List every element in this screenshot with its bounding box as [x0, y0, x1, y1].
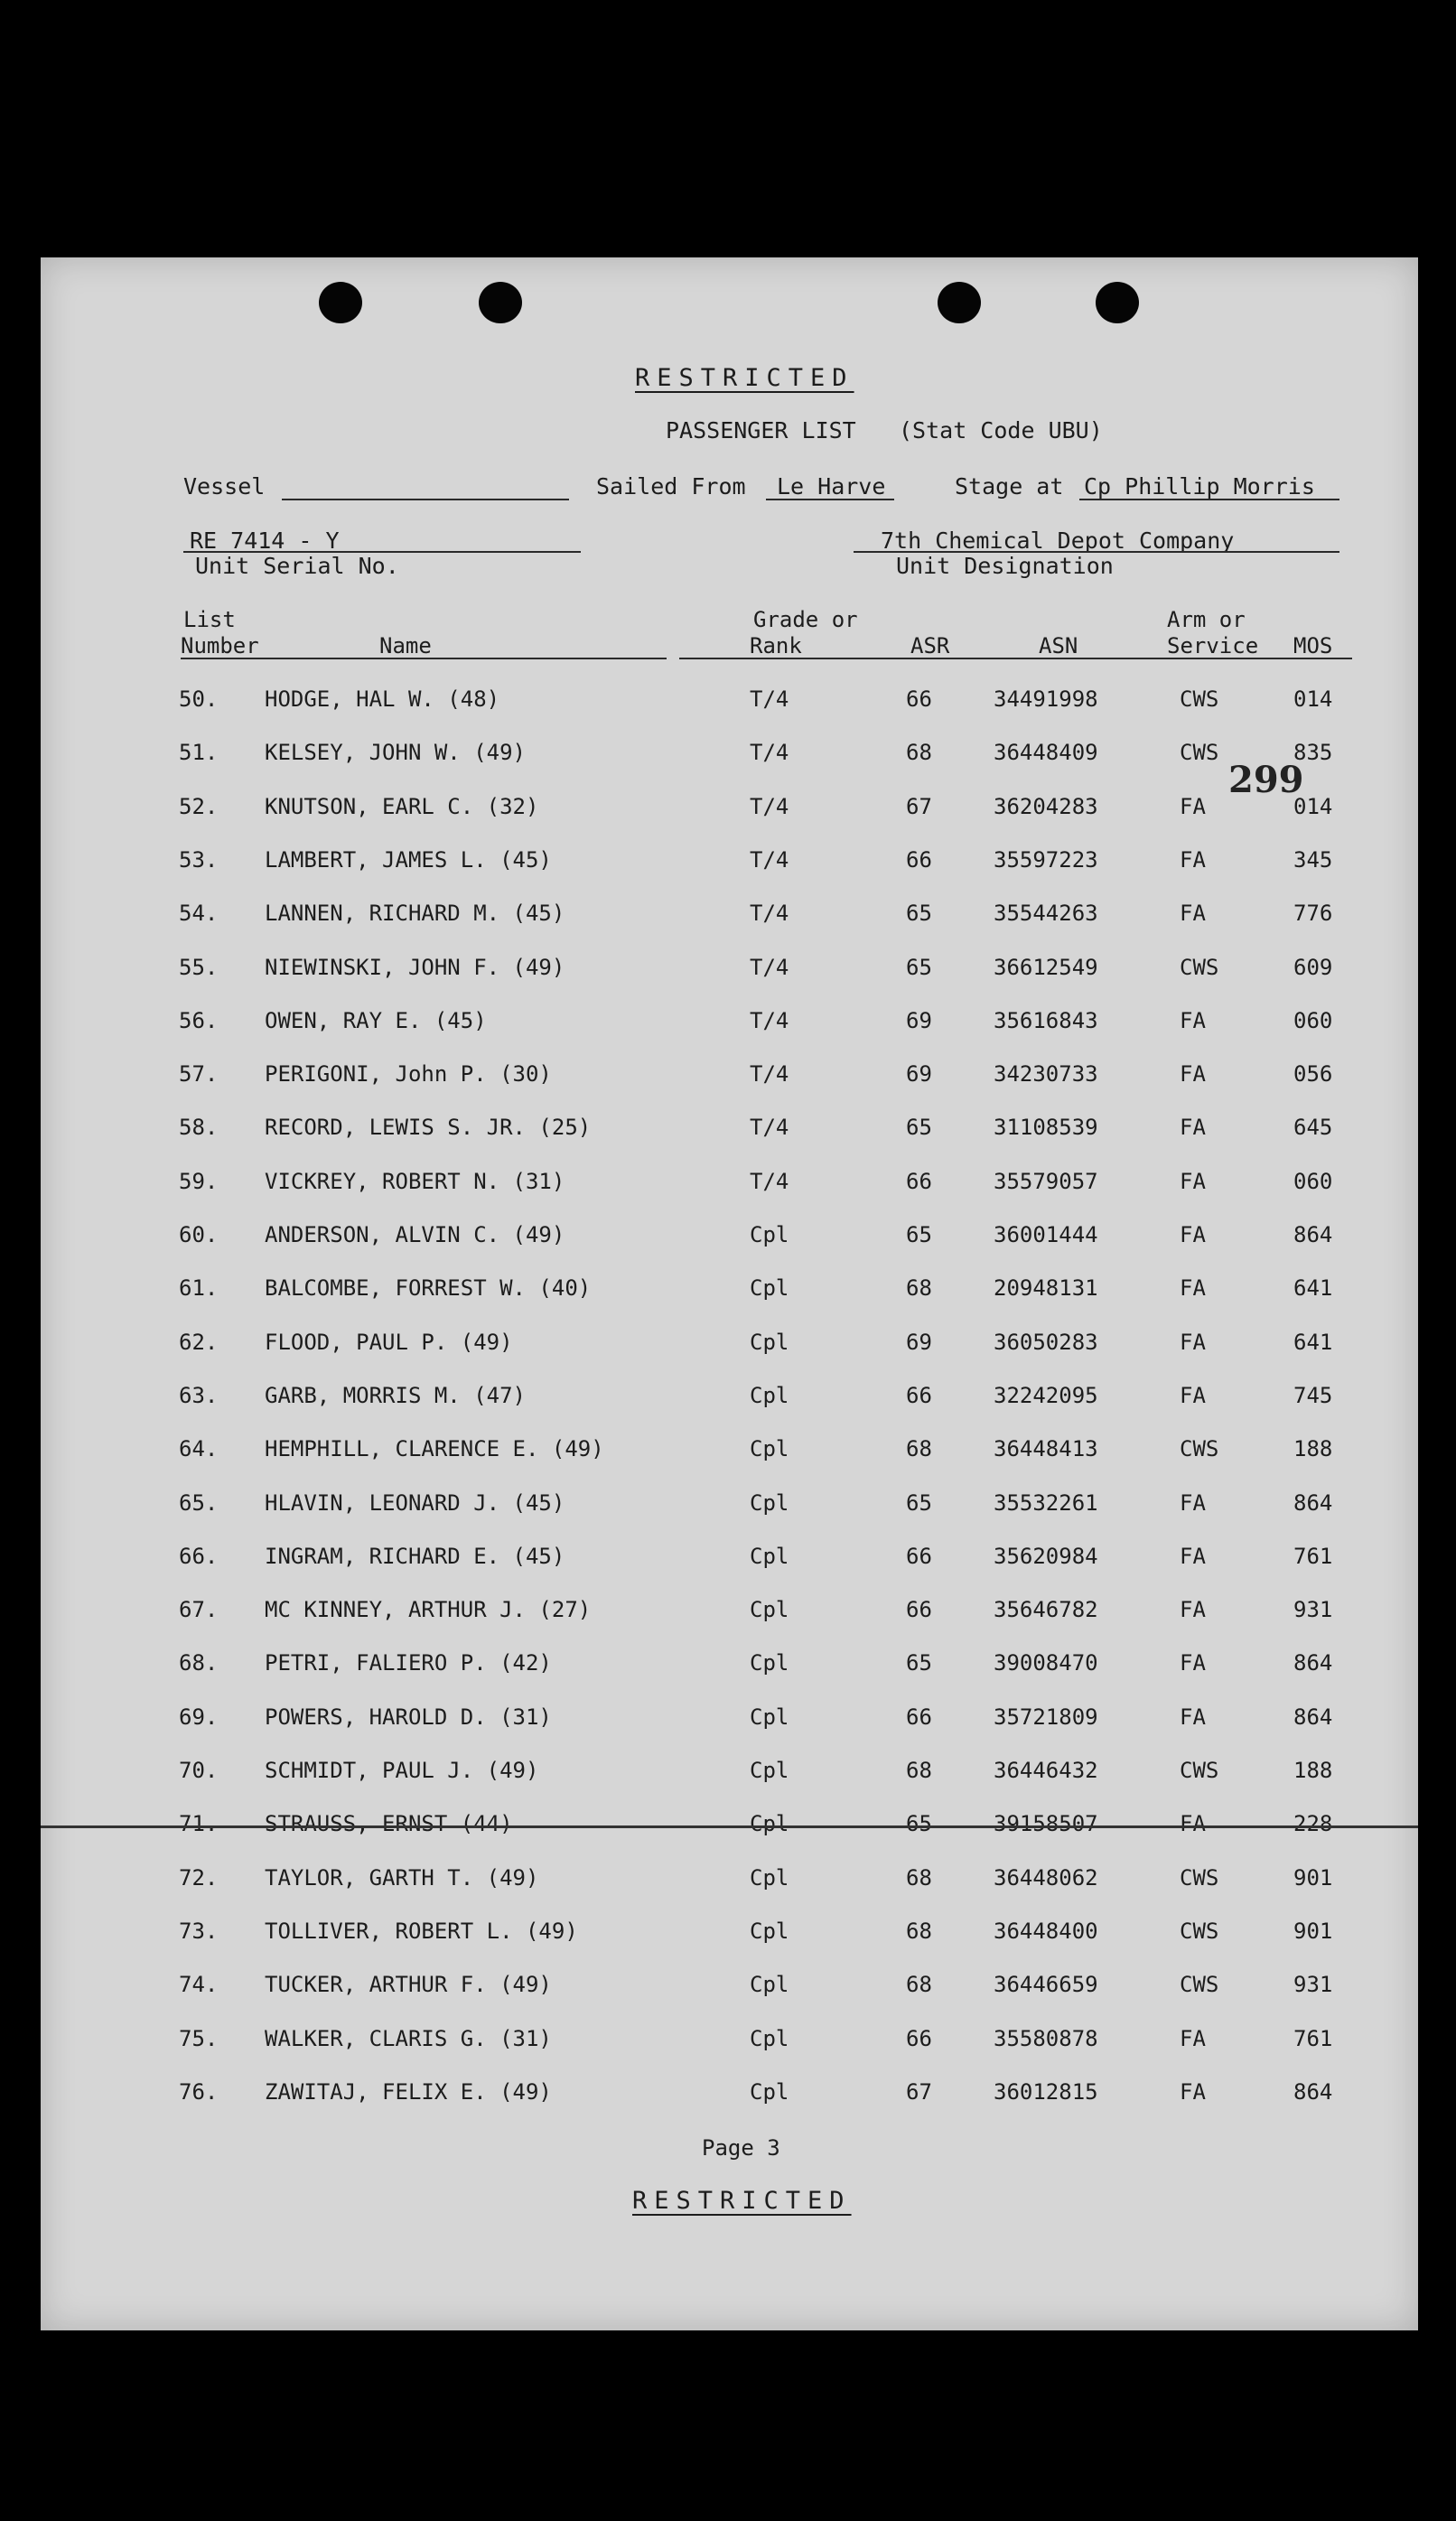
cell-num: 69.: [179, 1704, 219, 1730]
cell-grade: T/4: [750, 740, 789, 766]
cell-arm: FA: [1180, 1275, 1206, 1302]
cell-arm: FA: [1180, 1489, 1206, 1516]
cell-asn: 35580878: [994, 2025, 1098, 2051]
cell-asn: 39008470: [994, 1650, 1098, 1676]
col-header-name: Name: [379, 633, 432, 658]
col-header-grade: Grade or: [753, 607, 858, 632]
cell-grade: T/4: [750, 954, 789, 980]
cell-mos: 228: [1293, 1811, 1333, 1837]
unit-serial-label: Unit Serial No.: [195, 553, 399, 579]
cell-mos: 901: [1293, 1864, 1333, 1891]
cell-name: OWEN, RAY E. (45): [265, 1007, 487, 1033]
cell-num: 57.: [179, 1061, 219, 1088]
cell-num: 76.: [179, 2078, 219, 2105]
cell-asr: 65: [906, 1489, 932, 1516]
cell-arm: FA: [1180, 1382, 1206, 1408]
cell-asr: 65: [906, 1811, 932, 1837]
cell-name: TUCKER, ARTHUR F. (49): [265, 1972, 552, 1998]
stamp-number: 299: [1228, 759, 1304, 801]
cell-name: FLOOD, PAUL P. (49): [265, 1329, 513, 1355]
cell-asn: 35532261: [994, 1489, 1098, 1516]
cell-arm: FA: [1180, 1650, 1206, 1676]
cell-grade: T/4: [750, 1168, 789, 1194]
header-underline-right: [679, 658, 1352, 659]
table-row: [0, 1008, 1456, 1044]
cell-asn: 35544263: [994, 901, 1098, 927]
cell-asn: 32242095: [994, 1382, 1098, 1408]
cell-arm: FA: [1180, 1115, 1206, 1141]
cell-asr: 66: [906, 1597, 932, 1623]
cell-num: 55.: [179, 954, 219, 980]
cell-asn: 36448400: [994, 1918, 1098, 1944]
cell-asn: 35616843: [994, 1007, 1098, 1033]
cell-arm: CWS: [1180, 1864, 1219, 1891]
cell-asr: 68: [906, 1918, 932, 1944]
cell-asn: 36448409: [994, 740, 1098, 766]
restricted-header: RESTRICTED: [635, 364, 854, 392]
cell-grade: T/4: [750, 686, 789, 712]
cell-mos: 014: [1293, 686, 1333, 712]
cell-asn: 34491998: [994, 686, 1098, 712]
cell-grade: Cpl: [750, 1222, 789, 1247]
punch-hole: [319, 282, 362, 323]
cell-asr: 69: [906, 1329, 932, 1355]
cell-num: 74.: [179, 1972, 219, 1998]
cell-mos: 835: [1293, 740, 1333, 766]
stat-code: (Stat Code UBU): [899, 417, 1103, 444]
cell-name: RECORD, LEWIS S. JR. (25): [265, 1115, 592, 1141]
table-row: [0, 847, 1456, 883]
cell-arm: CWS: [1180, 1918, 1219, 1944]
cell-mos: 060: [1293, 1168, 1333, 1194]
table-row: [0, 1330, 1456, 1366]
cell-name: HEMPHILL, CLARENCE E. (49): [265, 1436, 604, 1462]
cell-arm: FA: [1180, 1597, 1206, 1623]
cell-mos: 864: [1293, 1650, 1333, 1676]
cell-name: HODGE, HAL W. (48): [265, 686, 500, 712]
table-row: [0, 1865, 1456, 1901]
cell-grade: Cpl: [750, 1597, 789, 1623]
cell-grade: Cpl: [750, 1704, 789, 1730]
cell-mos: 188: [1293, 1436, 1333, 1462]
cell-asn: 36448062: [994, 1864, 1098, 1891]
strike-through-line: [41, 1825, 1418, 1828]
col-header-mos: MOS: [1293, 633, 1333, 658]
cell-num: 60.: [179, 1222, 219, 1247]
cell-grade: T/4: [750, 1115, 789, 1141]
cell-mos: 609: [1293, 954, 1333, 980]
table-row: [0, 1811, 1456, 1847]
cell-asr: 68: [906, 1275, 932, 1302]
cell-name: PERIGONI, John P. (30): [265, 1061, 552, 1088]
cell-arm: FA: [1180, 1704, 1206, 1730]
cell-num: 62.: [179, 1329, 219, 1355]
col-header-asr: ASR: [910, 633, 950, 658]
cell-mos: 056: [1293, 1061, 1333, 1088]
cell-asr: 66: [906, 1704, 932, 1730]
cell-name: PETRI, FALIERO P. (42): [265, 1650, 552, 1676]
cell-arm: FA: [1180, 846, 1206, 873]
stage-at-value: Cp Phillip Morris: [1084, 473, 1315, 500]
cell-grade: Cpl: [750, 1382, 789, 1408]
table-row: [0, 2079, 1456, 2115]
cell-num: 72.: [179, 1864, 219, 1891]
cell-mos: 641: [1293, 1329, 1333, 1355]
cell-asn: 36448413: [994, 1436, 1098, 1462]
table-row: [0, 1650, 1456, 1686]
cell-arm: CWS: [1180, 740, 1219, 766]
cell-grade: Cpl: [750, 1275, 789, 1302]
cell-arm: FA: [1180, 1543, 1206, 1569]
cell-num: 71.: [179, 1811, 219, 1837]
cell-grade: T/4: [750, 793, 789, 819]
cell-mos: 345: [1293, 846, 1333, 873]
cell-name: KELSEY, JOHN W. (49): [265, 740, 526, 766]
cell-num: 64.: [179, 1436, 219, 1462]
table-row: [0, 1704, 1456, 1741]
cell-grade: T/4: [750, 1007, 789, 1033]
cell-asr: 66: [906, 686, 932, 712]
cell-mos: 864: [1293, 2078, 1333, 2105]
cell-name: TOLLIVER, ROBERT L. (49): [265, 1918, 578, 1944]
cell-grade: Cpl: [750, 1436, 789, 1462]
cell-asn: 36204283: [994, 793, 1098, 819]
cell-num: 53.: [179, 846, 219, 873]
cell-grade: Cpl: [750, 1811, 789, 1837]
cell-name: ANDERSON, ALVIN C. (49): [265, 1222, 565, 1247]
table-row: [0, 1544, 1456, 1580]
cell-name: NIEWINSKI, JOHN F. (49): [265, 954, 565, 980]
cell-name: KNUTSON, EARL C. (32): [265, 793, 539, 819]
cell-asn: 36001444: [994, 1222, 1098, 1247]
cell-name: MC KINNEY, ARTHUR J. (27): [265, 1597, 592, 1623]
table-row: [0, 1169, 1456, 1205]
cell-grade: Cpl: [750, 1329, 789, 1355]
cell-mos: 014: [1293, 793, 1333, 819]
cell-arm: CWS: [1180, 1758, 1219, 1783]
cell-num: 70.: [179, 1758, 219, 1783]
cell-asn: 39158507: [994, 1811, 1098, 1837]
cell-name: WALKER, CLARIS G. (31): [265, 2025, 552, 2051]
cell-asn: 20948131: [994, 1275, 1098, 1302]
table-row: [0, 955, 1456, 991]
cell-arm: FA: [1180, 1811, 1206, 1837]
cell-num: 67.: [179, 1597, 219, 1623]
cell-arm: FA: [1180, 2025, 1206, 2051]
cell-grade: Cpl: [750, 1918, 789, 1944]
cell-grade: Cpl: [750, 2078, 789, 2105]
cell-mos: 864: [1293, 1222, 1333, 1247]
cell-asn: 36012815: [994, 2078, 1098, 2105]
cell-num: 54.: [179, 901, 219, 927]
table-row: [0, 1919, 1456, 1955]
table-row: [0, 1061, 1456, 1097]
col-header-service: Service: [1167, 633, 1259, 658]
table-row: [0, 1758, 1456, 1794]
cell-asr: 66: [906, 1168, 932, 1194]
cell-mos: 745: [1293, 1382, 1333, 1408]
cell-arm: FA: [1180, 1061, 1206, 1088]
cell-asr: 65: [906, 901, 932, 927]
cell-mos: 645: [1293, 1115, 1333, 1141]
cell-arm: CWS: [1180, 1972, 1219, 1998]
cell-num: 75.: [179, 2025, 219, 2051]
cell-arm: CWS: [1180, 686, 1219, 712]
page-number: Page 3: [702, 2135, 780, 2161]
table-row: [0, 1436, 1456, 1472]
cell-mos: 188: [1293, 1758, 1333, 1783]
cell-asn: 36446659: [994, 1972, 1098, 1998]
cell-num: 66.: [179, 1543, 219, 1569]
cell-asr: 68: [906, 1972, 932, 1998]
col-header-list: List: [183, 607, 236, 632]
cell-name: POWERS, HAROLD D. (31): [265, 1704, 552, 1730]
cell-arm: FA: [1180, 901, 1206, 927]
cell-mos: 060: [1293, 1007, 1333, 1033]
cell-name: BALCOMBE, FORREST W. (40): [265, 1275, 592, 1302]
cell-asn: 35597223: [994, 846, 1098, 873]
cell-asr: 68: [906, 1436, 932, 1462]
stage-at-label: Stage at: [955, 473, 1064, 500]
cell-grade: T/4: [750, 1061, 789, 1088]
cell-name: GARB, MORRIS M. (47): [265, 1382, 526, 1408]
cell-mos: 761: [1293, 2025, 1333, 2051]
cell-asr: 65: [906, 1650, 932, 1676]
cell-arm: FA: [1180, 1222, 1206, 1247]
table-row: [0, 2026, 1456, 2062]
cell-grade: Cpl: [750, 2025, 789, 2051]
cell-name: HLAVIN, LEONARD J. (45): [265, 1489, 565, 1516]
cell-arm: CWS: [1180, 1436, 1219, 1462]
cell-grade: T/4: [750, 846, 789, 873]
cell-arm: FA: [1180, 1007, 1206, 1033]
unit-designation-value: 7th Chemical Depot Company: [881, 528, 1235, 554]
cell-name: SCHMIDT, PAUL J. (49): [265, 1758, 539, 1783]
cell-mos: 931: [1293, 1597, 1333, 1623]
cell-mos: 901: [1293, 1918, 1333, 1944]
header-underline-left: [181, 658, 667, 659]
cell-asr: 66: [906, 846, 932, 873]
cell-num: 59.: [179, 1168, 219, 1194]
punch-hole: [938, 282, 981, 323]
cell-asr: 65: [906, 954, 932, 980]
cell-asr: 68: [906, 1758, 932, 1783]
col-header-asn: ASN: [1039, 633, 1078, 658]
cell-asr: 65: [906, 1115, 932, 1141]
cell-num: 51.: [179, 740, 219, 766]
cell-num: 63.: [179, 1382, 219, 1408]
cell-num: 52.: [179, 793, 219, 819]
cell-num: 50.: [179, 686, 219, 712]
cell-name: LANNEN, RICHARD M. (45): [265, 901, 565, 927]
cell-asr: 69: [906, 1007, 932, 1033]
cell-arm: FA: [1180, 793, 1206, 819]
cell-num: 61.: [179, 1275, 219, 1302]
unit-serial-value: RE 7414 - Y: [190, 528, 340, 554]
restricted-footer: RESTRICTED: [632, 2187, 852, 2215]
cell-mos: 761: [1293, 1543, 1333, 1569]
table-row: [0, 1383, 1456, 1419]
cell-asr: 65: [906, 1222, 932, 1247]
cell-grade: Cpl: [750, 1758, 789, 1783]
punch-hole: [479, 282, 522, 323]
cell-grade: Cpl: [750, 1543, 789, 1569]
cell-grade: Cpl: [750, 1864, 789, 1891]
cell-grade: Cpl: [750, 1489, 789, 1516]
cell-grade: T/4: [750, 901, 789, 927]
cell-asn: 35620984: [994, 1543, 1098, 1569]
cell-asn: 36050283: [994, 1329, 1098, 1355]
cell-mos: 864: [1293, 1489, 1333, 1516]
cell-num: 56.: [179, 1007, 219, 1033]
cell-asn: 35721809: [994, 1704, 1098, 1730]
cell-asn: 35646782: [994, 1597, 1098, 1623]
cell-asn: 31108539: [994, 1115, 1098, 1141]
table-row: [0, 1490, 1456, 1527]
cell-name: LAMBERT, JAMES L. (45): [265, 846, 552, 873]
col-header-rank: Rank: [750, 633, 802, 658]
cell-asn: 34230733: [994, 1061, 1098, 1088]
cell-asr: 67: [906, 2078, 932, 2105]
cell-grade: Cpl: [750, 1972, 789, 1998]
col-header-number: Number: [181, 633, 259, 658]
sailed-from-underline: [766, 499, 894, 500]
cell-asr: 69: [906, 1061, 932, 1088]
cell-asn: 36612549: [994, 954, 1098, 980]
punch-hole: [1096, 282, 1139, 323]
cell-num: 73.: [179, 1918, 219, 1944]
cell-asr: 68: [906, 740, 932, 766]
cell-name: VICKREY, ROBERT N. (31): [265, 1168, 565, 1194]
table-row: [0, 1222, 1456, 1258]
table-row: [0, 1275, 1456, 1312]
cell-asn: 36446432: [994, 1758, 1098, 1783]
cell-num: 58.: [179, 1115, 219, 1141]
cell-arm: FA: [1180, 1168, 1206, 1194]
cell-asr: 68: [906, 1864, 932, 1891]
cell-asn: 35579057: [994, 1168, 1098, 1194]
table-row: [0, 1115, 1456, 1151]
table-row: [0, 1597, 1456, 1633]
table-row: [0, 1972, 1456, 2008]
table-row: [0, 686, 1456, 723]
document-title: PASSENGER LIST: [666, 417, 856, 444]
vessel-underline: [282, 499, 569, 500]
cell-num: 68.: [179, 1650, 219, 1676]
col-header-arm: Arm or: [1167, 607, 1246, 632]
cell-name: STRAUSS, ERNST (44): [265, 1811, 513, 1837]
table-row: [0, 901, 1456, 937]
cell-asr: 66: [906, 1543, 932, 1569]
vessel-label: Vessel: [183, 473, 266, 500]
cell-grade: Cpl: [750, 1650, 789, 1676]
cell-mos: 641: [1293, 1275, 1333, 1302]
cell-mos: 931: [1293, 1972, 1333, 1998]
cell-arm: FA: [1180, 2078, 1206, 2105]
cell-asr: 66: [906, 2025, 932, 2051]
cell-mos: 776: [1293, 901, 1333, 927]
cell-name: INGRAM, RICHARD E. (45): [265, 1543, 565, 1569]
cell-name: ZAWITAJ, FELIX E. (49): [265, 2078, 552, 2105]
stage-at-underline: [1079, 499, 1339, 500]
unit-designation-label: Unit Designation: [896, 553, 1114, 579]
cell-asr: 66: [906, 1382, 932, 1408]
cell-asr: 67: [906, 793, 932, 819]
cell-mos: 864: [1293, 1704, 1333, 1730]
cell-arm: FA: [1180, 1329, 1206, 1355]
cell-num: 65.: [179, 1489, 219, 1516]
sailed-from-value: Le Harve: [777, 473, 886, 500]
sailed-from-label: Sailed From: [596, 473, 746, 500]
cell-name: TAYLOR, GARTH T. (49): [265, 1864, 539, 1891]
cell-arm: CWS: [1180, 954, 1219, 980]
